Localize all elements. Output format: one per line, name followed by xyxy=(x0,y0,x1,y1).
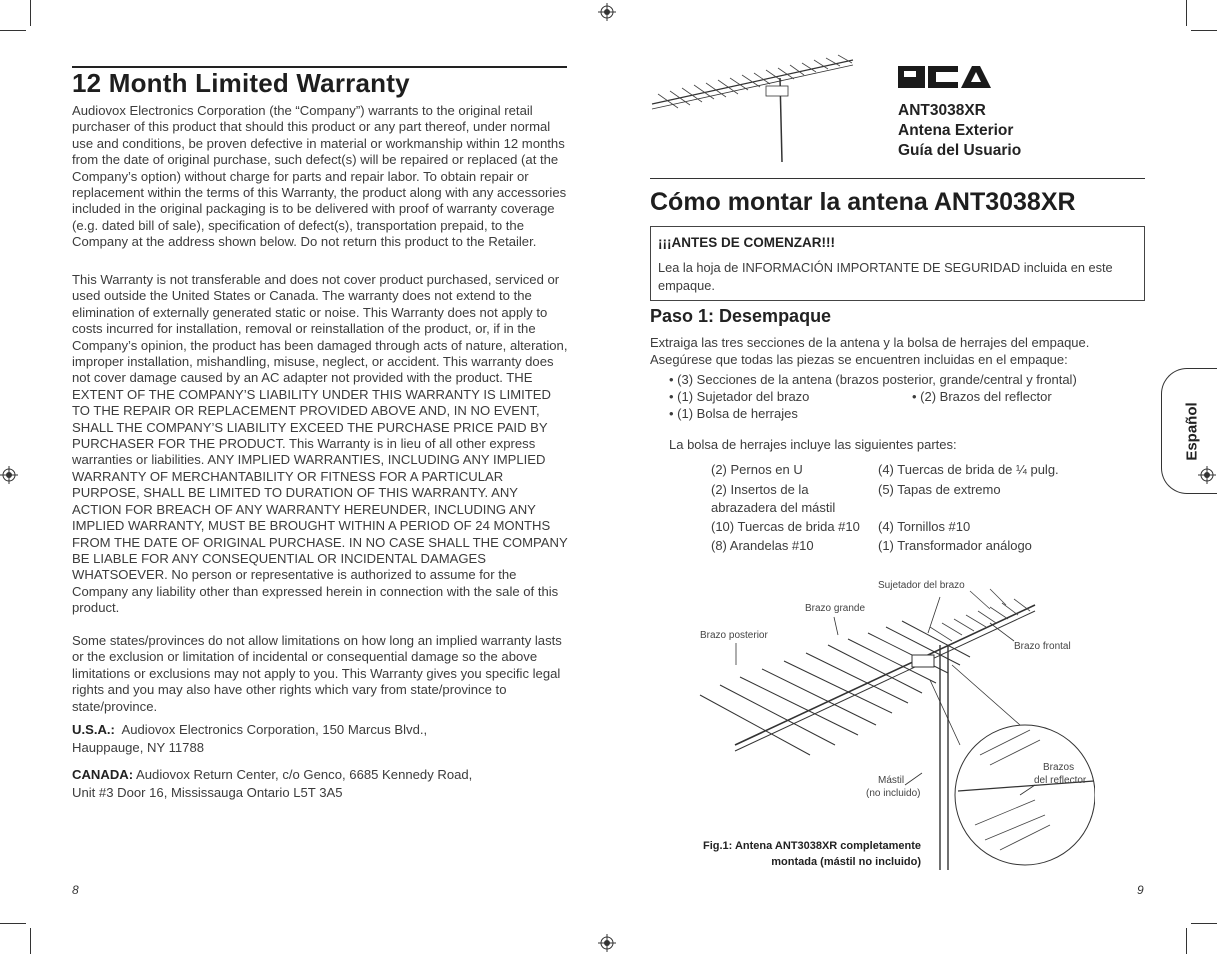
product-type: Antena Exterior xyxy=(898,122,1014,139)
warranty-paragraph-3: Some states/provinces do not allow limitations on how long an implied warranty lasts or the exclusion or limitation of incidental or consequential damage so the above limitations or exclusions may not apply to you. This Warranty gives you specific legal rights and you may also have other rights which vary from state/province to state/province. xyxy=(72,633,562,714)
bullet-item: • (1) Sujetador del brazo xyxy=(669,389,810,404)
usa-label: U.S.A.: xyxy=(72,722,115,737)
product-model: ANT3038XR xyxy=(898,102,986,119)
canada-label: CANADA: xyxy=(72,767,134,782)
language-tab xyxy=(1161,368,1217,494)
crop-mark xyxy=(1186,0,1187,26)
registration-mark-icon xyxy=(598,934,616,952)
crop-mark xyxy=(1191,30,1217,31)
crop-mark xyxy=(1191,923,1217,924)
callout-no-incluido: (no incluido) xyxy=(866,788,921,799)
bullet-item: • (1) Bolsa de herrajes xyxy=(669,406,798,421)
canada-address xyxy=(72,766,569,802)
notice-text: Lea la hoja de INFORMACIÓN IMPORTANTE DE SEGURIDAD incluida en este empaque. xyxy=(658,260,1113,293)
callout-reflector: del reflector xyxy=(1034,775,1087,786)
crop-mark xyxy=(30,928,31,954)
hardware-item: (10) Tuercas de brida #10 xyxy=(711,519,860,534)
warranty-title: 12 Month Limited Warranty xyxy=(72,68,410,98)
callout-brazos: Brazos xyxy=(1043,762,1075,773)
usa-address-line-2: Hauppauge, NY 11788 xyxy=(72,740,205,755)
hardware-item: (5) Tapas de extremo xyxy=(878,482,1001,497)
callout-brazo-frontal: Brazo frontal xyxy=(1014,641,1071,652)
registration-mark-icon xyxy=(598,3,616,21)
crop-mark xyxy=(0,30,26,31)
callout-mastil: Mástil xyxy=(878,775,905,786)
antenna-illustration-small xyxy=(648,50,858,165)
callout-brazo-grande: Brazo grande xyxy=(805,603,866,614)
crop-mark xyxy=(1186,928,1187,954)
figure-caption xyxy=(640,838,921,870)
bullet-item: • (3) Secciones de la antena (brazos posterior, grande/central y frontal) xyxy=(669,372,1077,387)
hardware-item: (8) Arandelas #10 xyxy=(711,538,814,553)
crop-mark xyxy=(0,923,26,924)
usa-address xyxy=(72,721,569,757)
product-info xyxy=(898,101,1021,161)
notice-box xyxy=(650,226,1145,301)
page-number-right: 9 xyxy=(1137,883,1144,897)
bullet-item: • (2) Brazos del reflector xyxy=(912,389,1052,404)
hardware-item: abrazadera del mástil xyxy=(711,500,836,515)
hardware-item: (1) Transformador análogo xyxy=(878,538,1032,553)
page-number-left: 8 xyxy=(72,883,79,897)
hardware-item: (2) Pernos en U xyxy=(711,462,803,477)
assembly-title: Cómo montar la antena ANT3038XR xyxy=(650,188,1076,216)
warranty-paragraph-1: Audiovox Electronics Corporation (the “Company”) warrants to the original retail purchaser of this product that should this product or any part thereof, under normal use and conditions, be proven defective in material or workmanship within 12 months from the date of original purchase, such defect(s) will be repaired or replaced (at the Company’s option) without charge for parts and repair labor. To obtain repair or replacement within the terms of this Warranty, the product along with any accessories included in the original packaging is to be delivered with proof of warranty coverage (e.g. dated bill of sale), specification of defect(s), transportation prepaid, to the Company at the address shown below. Do not return this product to the Retailer. xyxy=(72,103,567,250)
hardware-item: (4) Tuercas de brida de ¼ pulg. xyxy=(878,462,1059,477)
canada-address-line-1: Audiovox Return Center, c/o Genco, 6685 Kennedy Road, xyxy=(136,767,473,782)
product-guide: Guía del Usuario xyxy=(898,142,1022,159)
notice-heading: ¡¡¡ANTES DE COMENZAR!!! xyxy=(658,235,835,250)
step-text: Extraiga las tres secciones de la antena y la bolsa de herrajes del empaque. Asegúrese que todas las piezas se encuentren incluidas en el empaque: xyxy=(650,335,1090,367)
language-tab-label: Español xyxy=(1183,401,1201,461)
rca-logo xyxy=(898,64,992,90)
callout-sujetador: Sujetador del brazo xyxy=(878,580,965,591)
registration-mark-icon xyxy=(0,466,18,484)
antenna-figure xyxy=(690,585,1095,870)
section-rule xyxy=(650,178,1145,179)
step-title: Paso 1: Desempaque xyxy=(650,306,832,326)
hardware-item: (4) Tornillos #10 xyxy=(878,519,971,534)
figure-caption-line-1: Fig.1: Antena ANT3038XR completamente xyxy=(702,840,921,852)
callout-brazo-posterior: Brazo posterior xyxy=(700,630,768,641)
hardware-item: (2) Insertos de la xyxy=(711,482,809,497)
warranty-paragraph-2: This Warranty is not transferable and does not cover product purchased, serviced or used outside the United States or Canada. The warranty does not extend to the elimination of externally generated static or noise. This Warranty does not apply to costs incurred for installation, removal or reinstallation of the product, or, if in the Company’s opinion, the product has been damaged through acts of nature, alteration, improper installation, mishandling, misuse, neglect, or accident. This warranty does not cover damage caused by an AC adapter not provided with the product. THE EXTENT OF THE COMPANY’S LIABILITY UNDER THIS WARRANTY IS LIMITED TO THE REPAIR OR REPLACEMENT PROVIDED ABOVE AND, IN NO EVENT, SHALL THE COMPANY’S LIABILITY EXCEED THE PURCHASE PRICE PAID BY PURCHASER FOR THE PRODUCT. This Warranty is in lieu of all other express warranties or liabilities. ANY IMPLIED WARRANTIES, INCLUDING ANY IMPLIED WARRANTY OF MERCHANTABILITY OR FITNESS FOR A PARTICULAR PURPOSE, SHALL BE LIMITED TO DURATION OF THIS WARRANTY. ANY ACTION FOR BREACH OF ANY WARRANTY HEREUNDER, INCLUDING ANY IMPLIED WARRANTY, MUST BE BROUGHT WITHIN A PERIOD OF 24 MONTHS FROM THE DATE OF ORIGINAL PURCHASE. IN NO CASE SHALL THE COMPANY BE LIABLE FOR ANY CONSEQUENTIAL OR INCIDENTAL DAMAGES WHATSOEVER. No person or representative is authorized to assume for the Company any liability other than expressed herein in connection with the sale of this product. xyxy=(72,272,568,616)
canada-address-line-2: Unit #3 Door 16, Mississauga Ontario L5T 3A5 xyxy=(72,785,343,800)
crop-mark xyxy=(30,0,31,26)
usa-address-line-1: Audiovox Electronics Corporation, 150 Marcus Blvd., xyxy=(121,722,428,737)
figure-caption-line-2: montada (mástil no incluido) xyxy=(771,856,921,868)
hardware-intro: La bolsa de herrajes incluye las siguientes partes: xyxy=(669,437,957,452)
